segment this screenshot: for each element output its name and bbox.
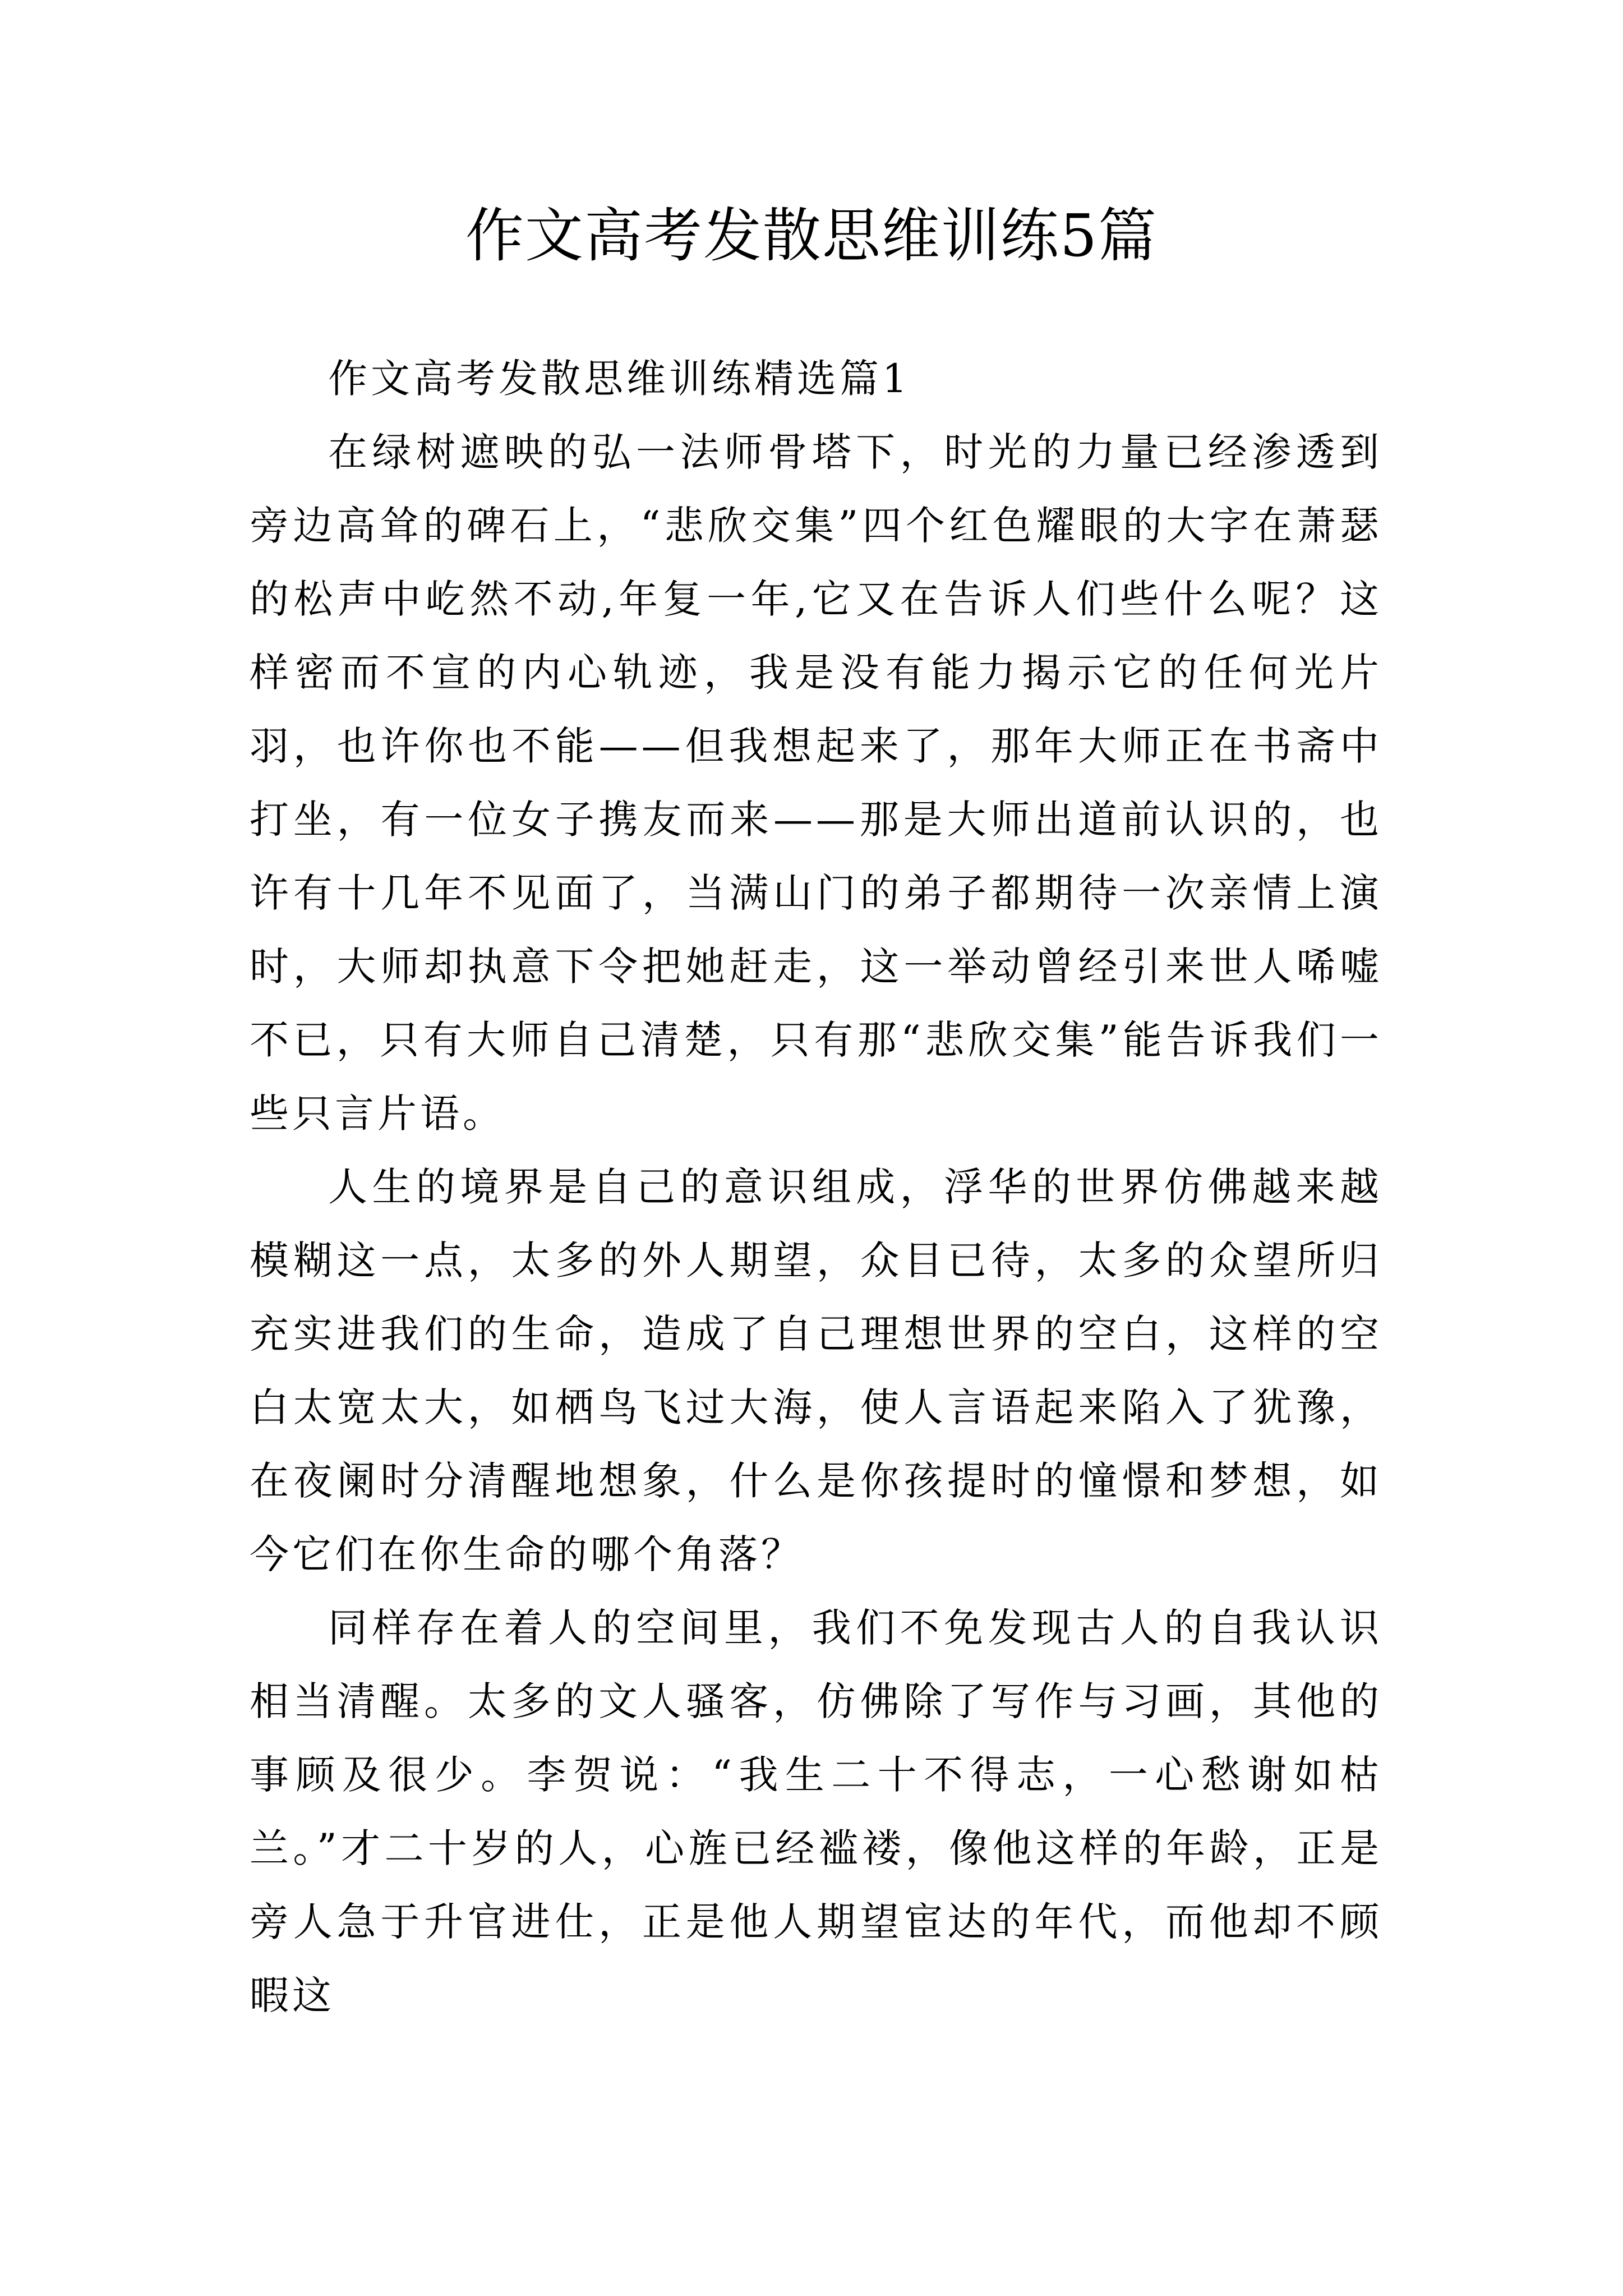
paragraph: 人生的境界是自己的意识组成，浮华的世界仿佛越来越模糊这一点，太多的外人期望，众目已待，太多的众望所归充实进我们的生命，造成了自己理想世界的空白，这样的空白太宽太大，如栖鸟飞过大海，使人言语起来陷入了犹豫，在夜阑时分清醒地想象，什么是你孩提时的憧憬和梦想，如今它们在你生命的哪个角落？ [250, 1164, 1382, 1577]
document-title: 作文高考发散思维训练5篇 [465, 201, 1158, 270]
section-heading: 作文高考发散思维训练精选篇1 [328, 356, 911, 402]
paragraph: 在绿树遮映的弘一法师骨塔下，时光的力量已经渗透到旁边高耸的碑石上，“悲欣交集”四个红色耀眼的大字在萧瑟的松声中屹然不动,年复一年,它又在告诉人们些什么呢？这样密而不宣的内心轨迹，我是没有能力揭示它的任何光片羽，也许你也不能——但我想起来了，那年大师正在书斋中打坐，有一位女子携友而来——那是大师出道前认识的，也许有十几年不见面了，当满山门的弟子都期待一次亲情上演时，大师却执意下令把她赶走，这一举动曾经引来世人唏嘘不已，只有大师自己清楚，只有那“悲欣交集”能告诉我们一些只言片语。 [250, 429, 1382, 1137]
document-body [250, 342, 1382, 2032]
paragraph: 同样存在着人的空间里，我们不免发现古人的自我认识相当清醒。太多的文人骚客，仿佛除了写作与习画，其他的事顾及很少。李贺说：“我生二十不得志，一心愁谢如枯兰。”才二十岁的人，心旌已经褴褛，像他这样的年龄，正是旁人急于升官进仕，正是他人期望宦达的年代，而他却不顾暇这 [250, 1605, 1382, 2018]
